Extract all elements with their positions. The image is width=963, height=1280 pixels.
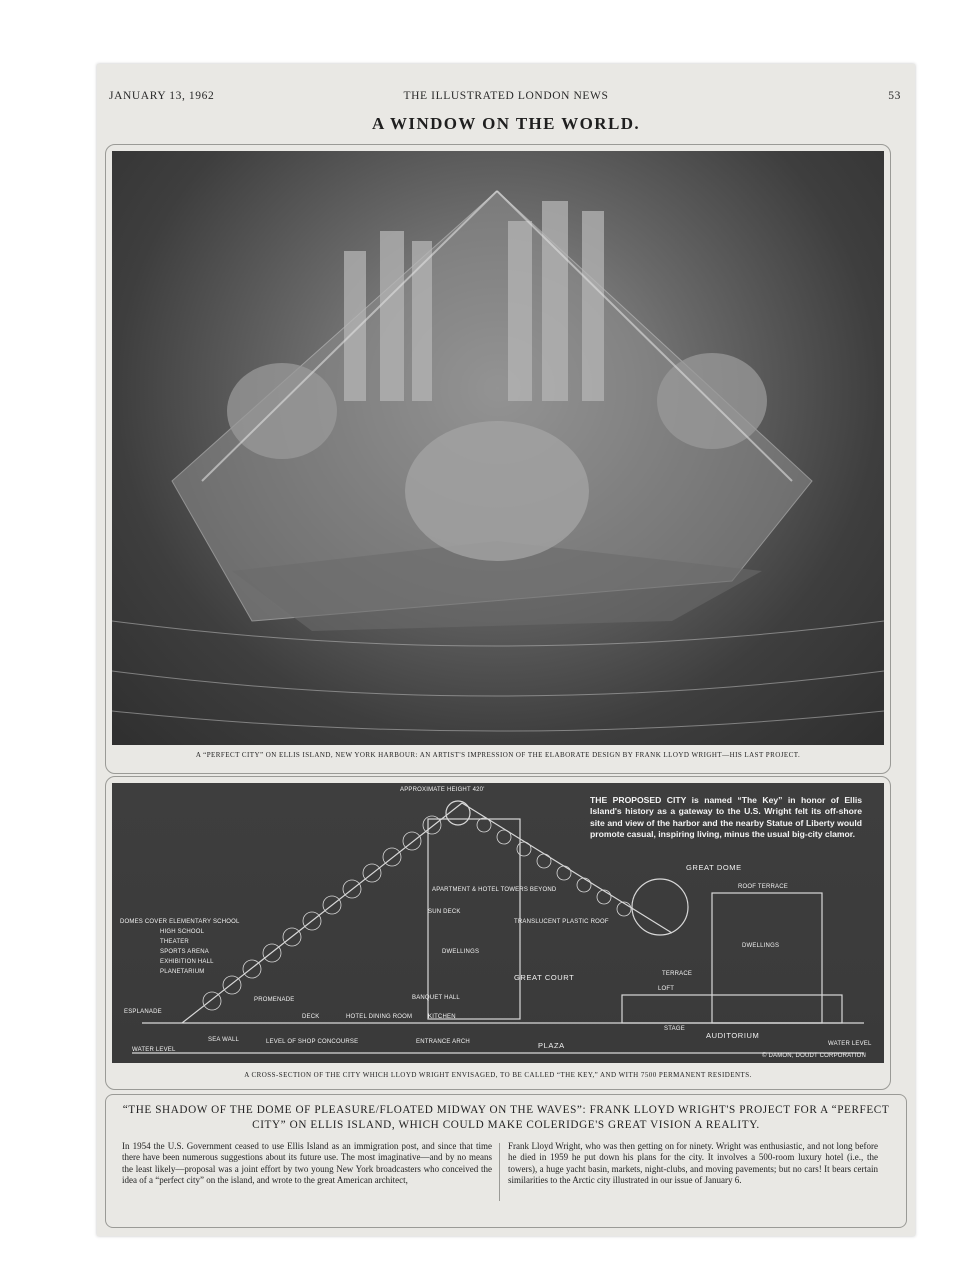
illustration-caption-top: A “PERFECT CITY” ON ELLIS ISLAND, NEW YORK HARBOUR: AN ARTIST'S IMPRESSION OF THE ELABORATE DESIGN BY FRANK LLOYD WRIGHT—HIS LAST PROJECT.	[195, 751, 801, 759]
label-deck: DECK	[302, 1014, 320, 1020]
proposed-city-inset	[590, 795, 862, 841]
label-domes-3: THEATER	[160, 939, 189, 945]
issue-date: JANUARY 13, 1962	[109, 90, 215, 102]
article-headline: “THE SHADOW OF THE DOME OF PLEASURE/FLOATED MIDWAY ON THE WAVES”: FRANK LLOYD WRIGHT'S PROJECT FOR A “PERFECT CITY” ON ELLIS ISLAND, WHICH COULD MAKE COLERIDGE'S GREAT VISION A REALITY.	[122, 1104, 890, 1131]
label-apartments: APARTMENT & HOTEL TOWERS BEYOND	[432, 887, 557, 893]
label-terrace: TERRACE	[662, 971, 693, 977]
label-water-level-right: WATER LEVEL	[828, 1041, 872, 1047]
illustration-caption-bottom: A CROSS-SECTION OF THE CITY WHICH LLOYD WRIGHT ENVISAGED, TO BE CALLED “THE KEY,” AND WITH 7500 PERMANENT RESIDENTS.	[244, 1071, 752, 1079]
magazine-page	[97, 64, 915, 1236]
article-column-right: Frank Lloyd Wright, who was then getting on for ninety. Wright was enthusiastic, and not long before he died in 1959 he put down his plans for the city. It involves a 500-room luxury hotel (i.e., the towers), a huge yacht basin, markets, night-clubs, and moving pavements; but no cars! It bears certain similarities to the Arctic city illustrated in our issue of January 6.	[508, 1141, 878, 1186]
label-dwellings-1: DWELLINGS	[442, 949, 480, 955]
label-kitchen: KITCHEN	[428, 1014, 456, 1020]
label-domes-5: EXHIBITION HALL	[160, 959, 214, 965]
label-great-dome: GREAT DOME	[686, 863, 742, 872]
publication-name: THE ILLUSTRATED LONDON NEWS	[403, 90, 609, 102]
label-loft: LOFT	[658, 986, 675, 992]
illustration-frame-top	[105, 144, 891, 774]
label-dwellings-2: DWELLINGS	[742, 943, 780, 949]
label-domes-6: PLANETARIUM	[160, 969, 205, 975]
label-auditorium: AUDITORIUM	[706, 1031, 760, 1040]
label-sun-deck: SUN DECK	[428, 909, 461, 915]
label-entrance-arch: ENTRANCE ARCH	[416, 1039, 470, 1045]
label-hotel-dining: HOTEL DINING ROOM	[346, 1014, 413, 1020]
inset-lead: THE PROPOSED CITY	[590, 795, 687, 805]
column-divider	[499, 1143, 500, 1201]
article-block	[105, 1094, 907, 1228]
label-height: APPROXIMATE HEIGHT 420'	[400, 787, 485, 793]
label-credit: © DAMON, DOUDT CORPORATION	[762, 1053, 867, 1059]
article-column-left: In 1954 the U.S. Government ceased to use Ellis Island as an immigration post, and since that time there have been numerous suggestions about its future use. The most imaginative—and by no means the least likely—proposal was a joint effort by two young New York broadcasters who conceived the idea of a “perfect city” on the island, and wrote to the great American architect,	[122, 1141, 492, 1186]
label-esplanade: ESPLANADE	[124, 1009, 162, 1015]
label-sea-wall: SEA WALL	[208, 1037, 240, 1043]
label-water-level-left: WATER LEVEL	[132, 1047, 176, 1053]
aerial-sketch	[112, 151, 884, 745]
page-number: 53	[888, 90, 901, 102]
illustration-frame-bottom	[105, 776, 891, 1090]
label-domes-1: DOMES COVER ELEMENTARY SCHOOL	[120, 919, 240, 925]
label-roof-terrace: ROOF TERRACE	[738, 884, 788, 890]
perfect-city-aerial-illustration	[112, 151, 884, 745]
label-shop-concourse: LEVEL OF SHOP CONCOURSE	[266, 1039, 359, 1045]
page-title: A WINDOW ON THE WORLD.	[371, 114, 641, 133]
label-stage: STAGE	[664, 1026, 685, 1032]
label-domes-2: HIGH SCHOOL	[160, 929, 205, 935]
label-plastic-roof: TRANSLUCENT PLASTIC ROOF	[514, 919, 609, 925]
inset-text: is named “The Key” in honor of Ellis Island's history as a gateway to the U.S. Wright felt its off-shore site and view of the harbor and the nearby Statue of Liberty would promote casual, inspiring living, minus the usual big-city clamor.	[590, 795, 862, 840]
cross-section-diagram	[112, 783, 884, 1063]
label-promenade: PROMENADE	[254, 997, 295, 1003]
label-plaza: PLAZA	[538, 1041, 565, 1050]
label-great-court: GREAT COURT	[514, 973, 575, 982]
label-banquet-hall: BANQUET HALL	[412, 995, 460, 1001]
label-domes-4: SPORTS ARENA	[160, 949, 209, 955]
